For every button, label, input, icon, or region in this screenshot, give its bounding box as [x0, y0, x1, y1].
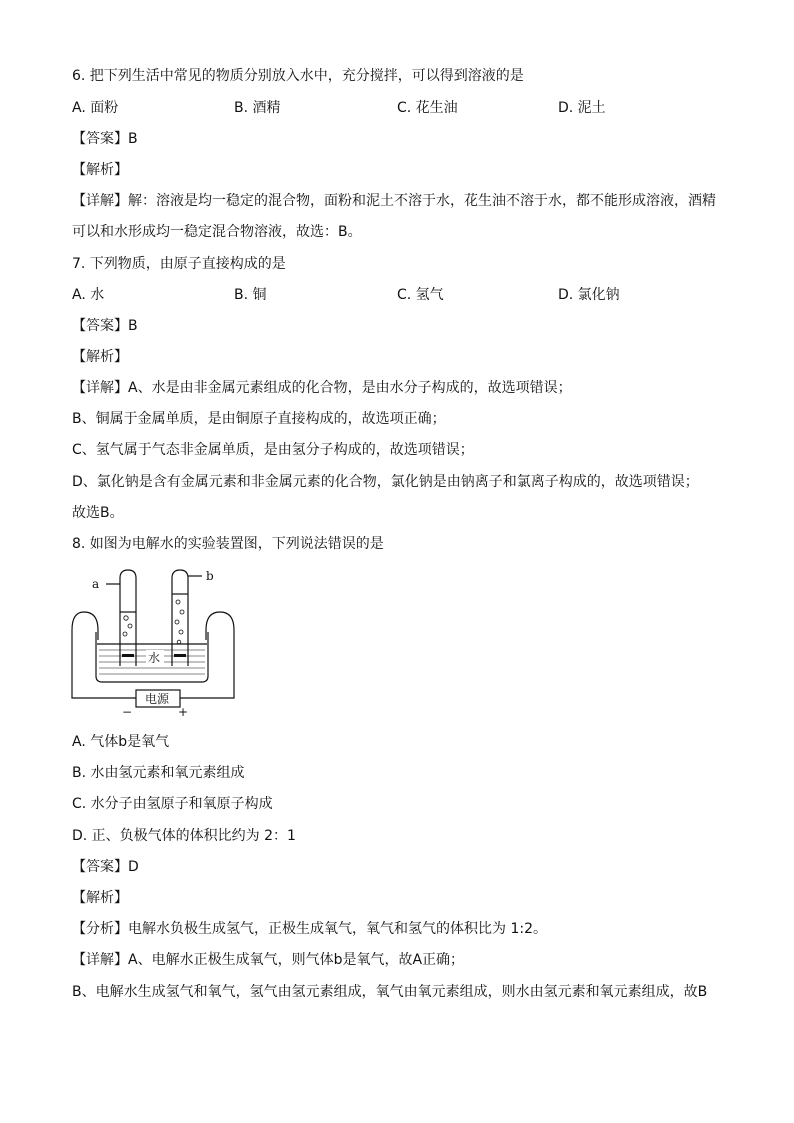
diagram-label-plus: +: [178, 705, 189, 719]
q6-analysis-title: 【解析】: [72, 162, 128, 178]
q8-option-a: A. 气体b是氧气: [72, 734, 170, 750]
q8-detail-line-2: B、电解水生成氢气和氧气，氢气由氢元素组成，氧气由氧元素组成，则水由氢元素和氧元素组成，故B: [72, 984, 708, 1000]
q8-analysis-title: 【解析】: [72, 890, 128, 906]
q8-option-d: D. 正、负极气体的体积比约为 2：1: [72, 828, 296, 844]
q7-stem: 7. 下列物质，由原子直接构成的是: [72, 256, 286, 272]
q8-stem: 8. 如图为电解水的实验装置图，下列说法错误的是: [72, 536, 384, 552]
electrolysis-diagram: [66, 566, 250, 720]
q7-detail-line-1: 【详解】A、水是由非金属元素组成的化合物，是由水分子构成的，故选项错误；: [72, 380, 572, 396]
diagram-label-a: a: [92, 577, 100, 591]
q7-detail-line-2: B、铜属于金属单质，是由铜原子直接构成的，故选项正确；: [72, 411, 446, 427]
diagram-label-power: 电源: [145, 692, 170, 706]
q6-answer: 【答案】B: [72, 131, 138, 147]
q8-answer: 【答案】D: [72, 859, 139, 875]
q6-option-c: C. 花生油: [397, 100, 458, 116]
q7-option-b: B. 铜: [234, 287, 267, 303]
q7-option-c: C. 氢气: [397, 287, 444, 303]
q6-option-d: D. 泥土: [558, 100, 606, 116]
q8-option-c: C. 水分子由氢原子和氧原子构成: [72, 796, 273, 812]
q6-option-b: B. 酒精: [234, 100, 281, 116]
q7-analysis-title: 【解析】: [72, 349, 128, 365]
diagram-label-water: 水: [148, 651, 161, 665]
q8-option-b: B. 水由氢元素和氧元素组成: [72, 765, 245, 781]
q8-analysis: 【分析】电解水负极生成氢气，正极生成氧气，氧气和氢气的体积比为 1:2。: [72, 921, 547, 937]
q6-stem: 6. 把下列生活中常见的物质分别放入水中，充分搅拌，可以得到溶液的是: [72, 68, 524, 84]
q6-option-a: A. 面粉: [72, 100, 119, 116]
q6-detail-line-2: 可以和水形成均一稳定混合物溶液，故选：B。: [72, 224, 362, 240]
diagram-label-b: b: [206, 569, 214, 583]
q7-option-d: D. 氯化钠: [558, 287, 620, 303]
q8-detail-line-1: 【详解】A、电解水正极生成氧气，则气体b是氧气，故A正确；: [72, 952, 465, 968]
q7-detail-line-4: D、氯化钠是含有金属元素和非金属元素的化合物，氯化钠是由钠离子和氯离子构成的，故选项错误；: [72, 474, 699, 490]
q7-option-a: A. 水: [72, 287, 105, 303]
q6-detail-line-1: 【详解】解：溶液是均一稳定的混合物，面粉和泥土不溶于水，花生油不溶于水，都不能形成溶液，酒精: [72, 193, 716, 209]
q7-detail-line-3: C、氢气属于气态非金属单质，是由氢分子构成的，故选项错误；: [72, 442, 474, 458]
q7-detail-line-5: 故选B。: [72, 505, 124, 521]
q7-answer: 【答案】B: [72, 318, 138, 334]
diagram-label-minus: −: [122, 705, 133, 719]
